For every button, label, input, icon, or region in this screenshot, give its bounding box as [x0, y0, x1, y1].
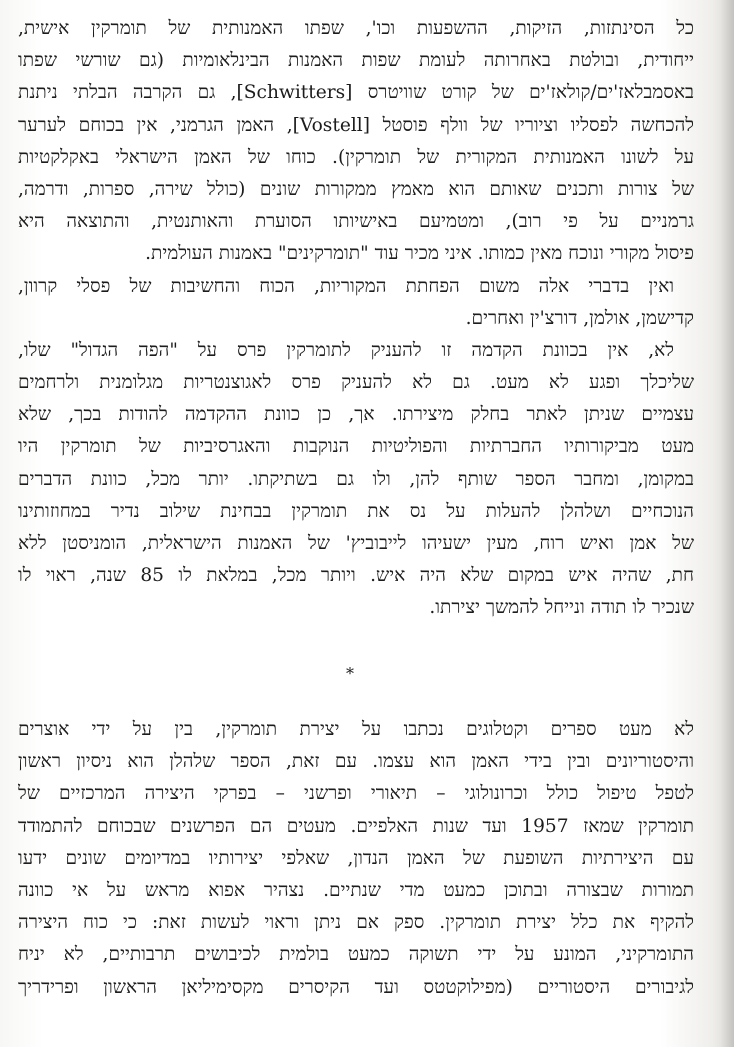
text-line: ואין בדברי אלה משום הפחתת המקוריות, הכוח והחשיבות של פסלי קרוון,: [18, 275, 674, 297]
text-line: חת, שהיה איש במקום שלא היה איש. ויותר מכל, במלאת לו 85 שנה, ראוי לו: [18, 565, 694, 587]
text-line: והיסטוריונים ובין בידי האמן הוא עצמו. עם זאת, הספר שלהלן הוא ניסיון ראשון: [18, 751, 694, 773]
section-separator: *: [346, 664, 354, 683]
text-line: של צורות ותכנים שאותם הוא מאמץ ממקורות שונים (כולל שירה, ספרות, ודרמה,: [18, 178, 694, 200]
paragraph-block-top: [18, 13, 694, 625]
text-line: של אמן ואיש רוח, מעין ישעיהו לייבוביץ' של האמנות הישראלית, הומניסטן ללא: [18, 533, 694, 554]
text-line: עצמיים שניתן לאתר בחלק מיצירתו. אך, כן כוונת ההקדמה להודות בכך, שלא: [18, 404, 694, 426]
text-line: לא, אין בכוונת הקדמה זו להעניק לתומרקין פרס על "הפה הגדול" שלו,: [18, 339, 674, 361]
text-line: תומרקין שמאז 1957 ועד שנות האלפיים. מעטים הם הפרשנים שבכוחם להתמודד: [18, 815, 694, 837]
text-line: ייחודית, ובולטת באחרותה לעומת שפות האמנות הבינלאומיות (גם שורשי שפתו: [18, 50, 694, 72]
text-line: שנכיר לו תודה ונייחל להמשך יצירתו.: [429, 597, 694, 619]
text-line: לא מעט ספרים וקטלוגים נכתבו על יצירת תומרקין, בין על ידי אוצרים: [18, 719, 694, 740]
text-line: לטפל טיפול כולל וכרונולוגי – תיאורי ופרשני – בפרקי היצירה המרכזיים של: [18, 783, 694, 805]
text-line: הנוכחיים ושלהלן להעלות על נס את תומרקין בבחינת שילוב נדיר במחוזותינו: [18, 500, 694, 522]
text-line: תמורות שבצורה ובתוכן כמעט מדי שנתיים. נצהיר אפוא מראש על אי כוונה: [18, 879, 694, 901]
text-line: לגיבורים היסטוריים (מפילוקטטס ועד הקיסרים מקסימיליאן הראשון ופרידריך: [18, 976, 694, 998]
text-line: התומרקיני, המונע על ידי תשוקה כמעט בולמית לכיבושים תרבותיים, לא יניח: [18, 944, 694, 966]
text-line: גרמניים על פי רוב), ומטמיעם באישיותו הסוערת והאותנטית, והתוצאה היא: [18, 211, 694, 233]
text-line: כל הסינתזות, הזיקות, ההשפעות וכו', שפתו האמנותית של תומרקין אישית,: [18, 18, 694, 39]
text-line: פיסול מקורי ונוכח מאין כמותו. איני מכיר עוד "תומרקינים" באמנות העולמית.: [145, 243, 694, 265]
text-line: להכחשה לפסליו וציוריו של וולף פוסטל [Vostell], האמן הגרמני, אין בכוחם לערער: [18, 114, 694, 136]
book-spine-shadow: [720, 0, 734, 1047]
paragraph-block-bottom: [18, 714, 694, 1004]
text-line: באסמבלאז'ים/קולאז'ים של קורט שוויטרס [Schwitters], גם הקרבה הבלתי ניתנת: [18, 82, 694, 104]
text-line: עם היצירתיות השופעת של האמן הנדון, שאלפי יצירותיו במדיומים שונים ידעו: [18, 847, 694, 869]
text-line: שליכלך ופגע לא מעט. גם לא להעניק פרס לאגוצנטריות מגלומנית ולרחמים: [18, 372, 694, 394]
text-line: במקומן, ומחבר הספר שותף להן, ולו גם בשתיקתו. יותר מכל, כוונת הדברים: [18, 468, 694, 490]
text-line: מעט מביקורותיו החברתיות והפוליטיות הנוקבות והאגרסיביות של תומרקין היו: [18, 436, 694, 458]
text-line: על לשונו האמנותית המקורית של תומרקין). כוחו של האמן הישראלי באקלקטיות: [18, 146, 694, 168]
text-line: להקיף את כלל יצירת תומרקין. ספק אם ניתן וראוי לעשות זאת: כי כוח היצירה: [18, 912, 694, 934]
text-line: קדישמן, אולמן, דורצ'ין ואחרים.: [465, 307, 694, 329]
